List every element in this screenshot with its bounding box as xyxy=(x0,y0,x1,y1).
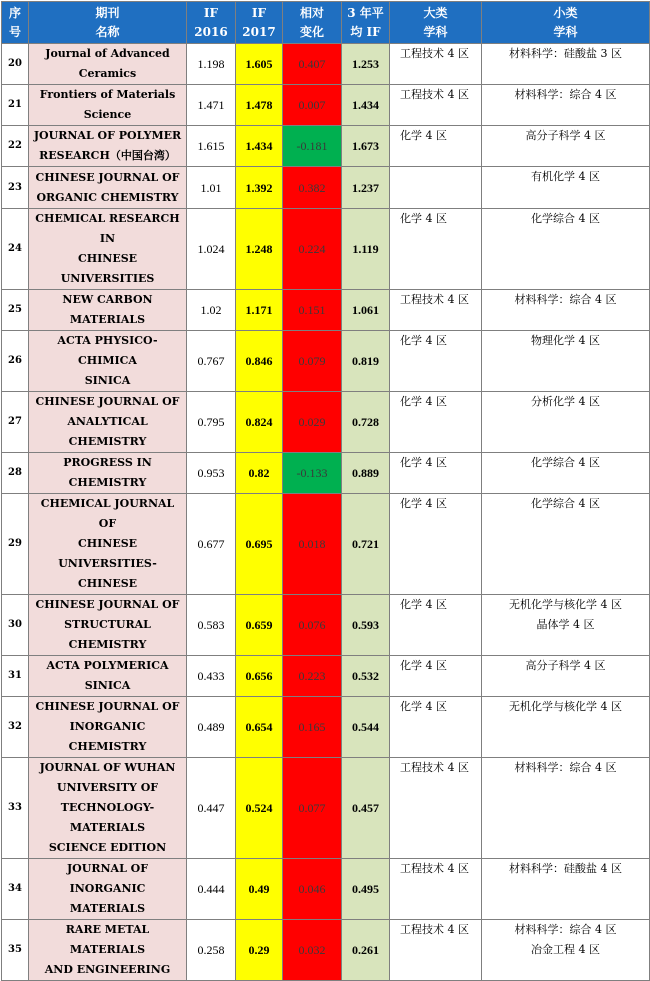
journal-name: JOURNAL OF INORGANIC MATERIALS xyxy=(29,859,187,920)
relative-change-value: 0.079 xyxy=(283,331,342,392)
header-index: 序 号 xyxy=(2,2,29,44)
avg-3yr-if-value: 0.457 xyxy=(342,758,390,859)
relative-change-value: 0.032 xyxy=(283,920,342,981)
subcategory-value: 材料科学：综合 4 区 冶金工程 4 区 xyxy=(482,920,650,981)
subcategory-value: 材料科学：综合 4 区 xyxy=(482,758,650,859)
if-2017-value: 0.824 xyxy=(236,392,283,453)
row-number: 20 xyxy=(2,44,29,85)
if-2017-value: 0.49 xyxy=(236,859,283,920)
if-2016-value: 0.433 xyxy=(187,656,236,697)
subcategory-value: 化学综合 4 区 xyxy=(482,453,650,494)
if-2017-value: 1.392 xyxy=(236,167,283,209)
if-2016-value: 1.471 xyxy=(187,85,236,126)
category-value: 化学 4 区 xyxy=(390,656,482,697)
avg-3yr-if-value: 0.721 xyxy=(342,494,390,595)
header-subcategory: 小类 学科 xyxy=(482,2,650,44)
if-2016-value: 0.677 xyxy=(187,494,236,595)
avg-3yr-if-value: 0.819 xyxy=(342,331,390,392)
row-number: 33 xyxy=(2,758,29,859)
if-2017-value: 1.248 xyxy=(236,209,283,290)
category-value: 工程技术 4 区 xyxy=(390,758,482,859)
subcategory-value: 有机化学 4 区 xyxy=(482,167,650,209)
if-2017-value: 0.524 xyxy=(236,758,283,859)
journal-name: PROGRESS IN CHEMISTRY xyxy=(29,453,187,494)
relative-change-value: 0.077 xyxy=(283,758,342,859)
journal-name: Journal of Advanced Ceramics xyxy=(29,44,187,85)
relative-change-value: 0.382 xyxy=(283,167,342,209)
avg-3yr-if-value: 1.119 xyxy=(342,209,390,290)
if-2016-value: 0.583 xyxy=(187,595,236,656)
journal-name: CHEMICAL RESEARCH IN CHINESE UNIVERSITIES xyxy=(29,209,187,290)
subcategory-value: 无机化学与核化学 4 区 晶体学 4 区 xyxy=(482,595,650,656)
row-number: 31 xyxy=(2,656,29,697)
table-row xyxy=(2,44,650,85)
relative-change-value: 0.224 xyxy=(283,209,342,290)
journal-name: CHINESE JOURNAL OF ANALYTICAL CHEMISTRY xyxy=(29,392,187,453)
if-2016-value: 1.615 xyxy=(187,126,236,167)
category-value xyxy=(390,167,482,209)
subcategory-value: 材料科学：综合 4 区 xyxy=(482,85,650,126)
journal-name: CHINESE JOURNAL OF ORGANIC CHEMISTRY xyxy=(29,167,187,209)
avg-3yr-if-value: 0.728 xyxy=(342,392,390,453)
journal-name: JOURNAL OF WUHAN UNIVERSITY OF TECHNOLOGY-MATERIALS SCIENCE EDITION xyxy=(29,758,187,859)
if-2017-value: 0.659 xyxy=(236,595,283,656)
avg-3yr-if-value: 0.889 xyxy=(342,453,390,494)
row-number: 25 xyxy=(2,290,29,331)
if-2016-value: 0.258 xyxy=(187,920,236,981)
table-row xyxy=(2,167,650,209)
subcategory-value: 化学综合 4 区 xyxy=(482,494,650,595)
if-2016-value: 0.444 xyxy=(187,859,236,920)
relative-change-value: 0.151 xyxy=(283,290,342,331)
row-number: 29 xyxy=(2,494,29,595)
category-value: 工程技术 4 区 xyxy=(390,44,482,85)
if-2016-value: 0.953 xyxy=(187,453,236,494)
row-number: 28 xyxy=(2,453,29,494)
row-number: 26 xyxy=(2,331,29,392)
journal-name: Frontiers of Materials Science xyxy=(29,85,187,126)
if-2016-value: 1.02 xyxy=(187,290,236,331)
journal-table xyxy=(1,1,650,981)
if-2016-value: 0.767 xyxy=(187,331,236,392)
category-value: 化学 4 区 xyxy=(390,126,482,167)
subcategory-value: 材料科学：硅酸盐 4 区 xyxy=(482,859,650,920)
table-row xyxy=(2,758,650,859)
relative-change-value: -0.181 xyxy=(283,126,342,167)
avg-3yr-if-value: 0.261 xyxy=(342,920,390,981)
if-2016-value: 0.447 xyxy=(187,758,236,859)
table-row xyxy=(2,656,650,697)
if-2016-value: 0.795 xyxy=(187,392,236,453)
row-number: 22 xyxy=(2,126,29,167)
relative-change-value: 0.007 xyxy=(283,85,342,126)
table-row xyxy=(2,595,650,656)
relative-change-value: 0.076 xyxy=(283,595,342,656)
avg-3yr-if-value: 0.532 xyxy=(342,656,390,697)
table-row xyxy=(2,209,650,290)
avg-3yr-if-value: 1.237 xyxy=(342,167,390,209)
journal-name: CHINESE JOURNAL OF STRUCTURAL CHEMISTRY xyxy=(29,595,187,656)
category-value: 工程技术 4 区 xyxy=(390,85,482,126)
if-2016-value: 1.01 xyxy=(187,167,236,209)
subcategory-value: 高分子科学 4 区 xyxy=(482,126,650,167)
table-row xyxy=(2,331,650,392)
relative-change-value: -0.133 xyxy=(283,453,342,494)
header-category: 大类 学科 xyxy=(390,2,482,44)
row-number: 21 xyxy=(2,85,29,126)
header-row xyxy=(2,2,650,44)
avg-3yr-if-value: 1.253 xyxy=(342,44,390,85)
header-3yr-avg-if: 3 年平 均 IF xyxy=(342,2,390,44)
category-value: 化学 4 区 xyxy=(390,453,482,494)
category-value: 工程技术 4 区 xyxy=(390,290,482,331)
relative-change-value: 0.407 xyxy=(283,44,342,85)
category-value: 工程技术 4 区 xyxy=(390,920,482,981)
header-if-2017: IF 2017 xyxy=(236,2,283,44)
journal-name: ACTA PHYSICO-CHIMICA SINICA xyxy=(29,331,187,392)
table-row xyxy=(2,453,650,494)
if-2017-value: 0.846 xyxy=(236,331,283,392)
subcategory-value: 分析化学 4 区 xyxy=(482,392,650,453)
row-number: 23 xyxy=(2,167,29,209)
category-value: 化学 4 区 xyxy=(390,392,482,453)
avg-3yr-if-value: 1.673 xyxy=(342,126,390,167)
table-row xyxy=(2,859,650,920)
subcategory-value: 物理化学 4 区 xyxy=(482,331,650,392)
table-row xyxy=(2,290,650,331)
if-2016-value: 1.198 xyxy=(187,44,236,85)
journal-name: NEW CARBON MATERIALS xyxy=(29,290,187,331)
relative-change-value: 0.046 xyxy=(283,859,342,920)
relative-change-value: 0.018 xyxy=(283,494,342,595)
category-value: 化学 4 区 xyxy=(390,595,482,656)
if-2017-value: 0.695 xyxy=(236,494,283,595)
if-2017-value: 1.478 xyxy=(236,85,283,126)
header-relative-change: 相对 变化 xyxy=(283,2,342,44)
avg-3yr-if-value: 0.495 xyxy=(342,859,390,920)
row-number: 27 xyxy=(2,392,29,453)
subcategory-value: 化学综合 4 区 xyxy=(482,209,650,290)
table-row xyxy=(2,392,650,453)
subcategory-value: 高分子科学 4 区 xyxy=(482,656,650,697)
category-value: 化学 4 区 xyxy=(390,209,482,290)
journal-name: ACTA POLYMERICA SINICA xyxy=(29,656,187,697)
if-2017-value: 1.434 xyxy=(236,126,283,167)
table-row xyxy=(2,697,650,758)
subcategory-value: 材料科学：综合 4 区 xyxy=(482,290,650,331)
table-row xyxy=(2,920,650,981)
category-value: 化学 4 区 xyxy=(390,697,482,758)
category-value: 工程技术 4 区 xyxy=(390,859,482,920)
category-value: 化学 4 区 xyxy=(390,494,482,595)
avg-3yr-if-value: 0.544 xyxy=(342,697,390,758)
if-2017-value: 0.82 xyxy=(236,453,283,494)
category-value: 化学 4 区 xyxy=(390,331,482,392)
journal-name: JOURNAL OF POLYMER RESEARCH（中国台湾） xyxy=(29,126,187,167)
journal-name: RARE METAL MATERIALS AND ENGINEERING xyxy=(29,920,187,981)
header-if-2016: IF 2016 xyxy=(187,2,236,44)
journal-name: CHINESE JOURNAL OF INORGANIC CHEMISTRY xyxy=(29,697,187,758)
if-2016-value: 0.489 xyxy=(187,697,236,758)
row-number: 34 xyxy=(2,859,29,920)
if-2017-value: 0.654 xyxy=(236,697,283,758)
journal-name: CHEMICAL JOURNAL OF CHINESE UNIVERSITIES-CHINESE xyxy=(29,494,187,595)
table-row xyxy=(2,126,650,167)
relative-change-value: 0.029 xyxy=(283,392,342,453)
header-journal-name: 期刊 名称 xyxy=(29,2,187,44)
if-2017-value: 0.656 xyxy=(236,656,283,697)
row-number: 32 xyxy=(2,697,29,758)
row-number: 30 xyxy=(2,595,29,656)
avg-3yr-if-value: 1.434 xyxy=(342,85,390,126)
avg-3yr-if-value: 0.593 xyxy=(342,595,390,656)
if-2016-value: 1.024 xyxy=(187,209,236,290)
table-row xyxy=(2,494,650,595)
avg-3yr-if-value: 1.061 xyxy=(342,290,390,331)
subcategory-value: 无机化学与核化学 4 区 xyxy=(482,697,650,758)
row-number: 35 xyxy=(2,920,29,981)
if-2017-value: 1.171 xyxy=(236,290,283,331)
table-row xyxy=(2,85,650,126)
row-number: 24 xyxy=(2,209,29,290)
if-2017-value: 1.605 xyxy=(236,44,283,85)
if-2017-value: 0.29 xyxy=(236,920,283,981)
subcategory-value: 材料科学：硅酸盐 3 区 xyxy=(482,44,650,85)
relative-change-value: 0.165 xyxy=(283,697,342,758)
relative-change-value: 0.223 xyxy=(283,656,342,697)
